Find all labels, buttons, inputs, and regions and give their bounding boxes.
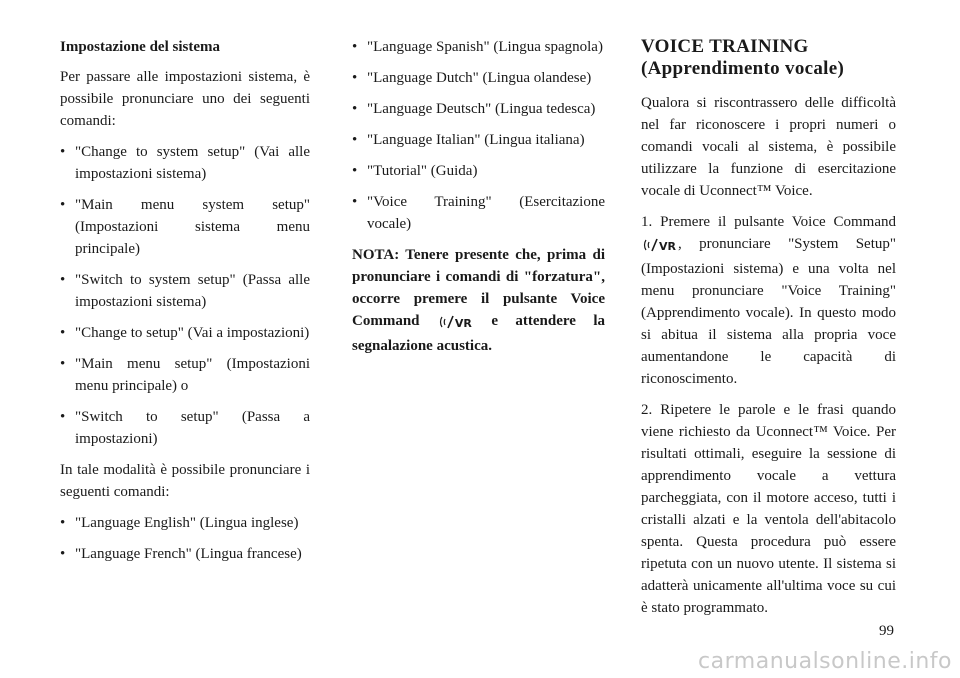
voice-command-icon: VR (643, 236, 676, 258)
list-item: • "Language English" (Lingua inglese) (60, 512, 310, 534)
list-item: • "Voice Training" (Esercitazione vocale) (352, 191, 605, 235)
column-middle (352, 36, 605, 366)
list-item: • "Main menu system setup" (Impostazioni sistema menu principale) (60, 194, 310, 260)
list-item: • "Change to setup" (Vai a impostazioni) (60, 322, 310, 344)
page-number: 99 (879, 623, 894, 639)
step-1-paragraph: 1. Premere il pulsante Voice Command VR , pronunciare "System Setup" (Impostazioni sistema) e una volta nel menu pronunciare "Voice Training" (Apprendimento vocale). In questo modo si abitua il sistema alla propria voce aumentandone le capacità di riconoscimento. (641, 214, 896, 387)
list-item: • "Language Italian" (Lingua italiana) (352, 129, 605, 151)
list-item: • "Switch to setup" (Passa a impostazioni) (60, 406, 310, 450)
section-heading: Impostazione del sistema (60, 39, 220, 55)
list-item: • "Switch to system setup" (Passa alle impostazioni sistema) (60, 269, 310, 313)
section-title: VOICE TRAINING (Apprendimento vocale) (641, 36, 845, 79)
step-2-paragraph: 2. Ripetere le parole e le frasi quando viene richiesto da Uconnect™ Voice. Per risultati ottimali, eseguire la sessione di apprendimento vocale a vettura parcheggiata, con il motore acceso, tutti i cristalli alzati e la ventola dell'abitacolo spenta. Questa procedura può essere ripetuta con un nuovo utente. Il sistema si adatterà unicamente all'ultima voce su cui è stato programmato. (641, 402, 896, 616)
column-right (641, 36, 896, 628)
list-item: • "Change to system setup" (Vai alle impostazioni sistema) (60, 141, 310, 185)
mode-paragraph: In tale modalità è possibile pronunciare i seguenti comandi: (60, 462, 310, 500)
command-list (60, 141, 310, 450)
intro-paragraph: Per passare alle impostazioni sistema, è possibile pronunciare uno dei seguenti comandi: (60, 69, 310, 129)
voice-command-icon: VR (439, 313, 472, 335)
note-text-after: e attendere la segnalazione acustica. (352, 313, 605, 354)
note-paragraph (352, 244, 605, 357)
list-item: • "Language Deutsch" (Lingua tedesca) (352, 98, 605, 120)
list-item: • "Main menu setup" (Impostazioni menu principale) o (60, 353, 310, 397)
list-item: • "Language Spanish" (Lingua spagnola) (352, 36, 605, 58)
language-list-continued (352, 36, 605, 235)
list-item: • "Tutorial" (Guida) (352, 160, 605, 182)
language-list (60, 512, 310, 565)
note-text-before: NOTA: Tenere presente che, prima di pronunciare i comandi di "forzatura", occorre premere il pulsante Voice Command (352, 247, 605, 329)
list-item: • "Language Dutch" (Lingua olandese) (352, 67, 605, 89)
intro-paragraph: Qualora si riscontrassero delle difficoltà nel far riconoscere i propri numeri o comandi vocali al sistema, è possibile utilizzare la funzione di esercitazione vocale di Uconnect™ Voice. (641, 95, 896, 199)
watermark: carmanualsonline.info (698, 649, 952, 674)
list-item: • "Language French" (Lingua francese) (60, 543, 310, 565)
column-left (60, 36, 310, 574)
